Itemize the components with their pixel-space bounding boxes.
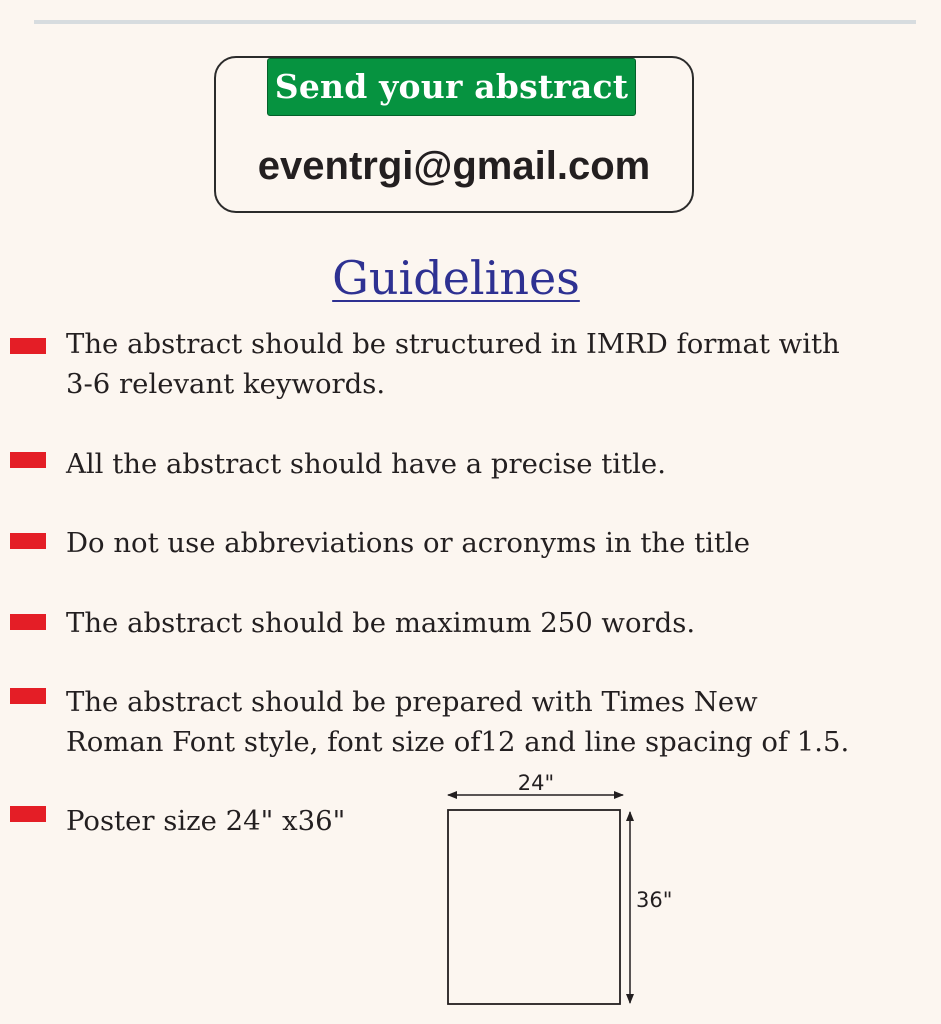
bullet-marker — [10, 338, 46, 354]
guideline-item-line: The abstract should be maximum 250 words. — [66, 607, 696, 639]
bullet-marker — [10, 533, 46, 549]
guideline-item-line: The abstract should be structured in IMRD format with — [66, 328, 840, 360]
poster-rectangle — [448, 810, 620, 1004]
height-label: 36" — [636, 888, 673, 912]
poster-size-diagram — [440, 766, 673, 1014]
guideline-item-line: 3-6 relevant keywords. — [66, 368, 386, 400]
guidelines-title: Guidelines — [332, 251, 580, 305]
guideline-item-line: Do not use abbreviations or acronyms in the title — [66, 527, 751, 559]
guideline-item-word-limit — [66, 603, 926, 643]
guideline-item-font — [66, 682, 926, 762]
bullet-marker — [10, 688, 46, 704]
bullet-marker — [10, 806, 46, 822]
bullet-marker — [10, 614, 46, 630]
guideline-item-line: All the abstract should have a precise title. — [66, 448, 666, 480]
top-divider — [34, 20, 916, 24]
guideline-item-line: Roman Font style, font size of12 and line spacing of 1.5. — [66, 726, 850, 758]
guideline-item-line: The abstract should be prepared with Times New — [66, 686, 758, 718]
bullet-marker — [10, 452, 46, 468]
send-abstract-label: Send your abstract — [267, 58, 636, 116]
guideline-item-title — [66, 444, 926, 484]
guideline-item-imrd — [66, 324, 926, 404]
contact-email[interactable]: eventrgi@gmail.com — [257, 144, 651, 188]
guideline-item-line: Poster size 24" x36" — [66, 805, 346, 837]
guideline-item-abbreviations — [66, 523, 926, 563]
width-label: 24" — [517, 771, 555, 795]
